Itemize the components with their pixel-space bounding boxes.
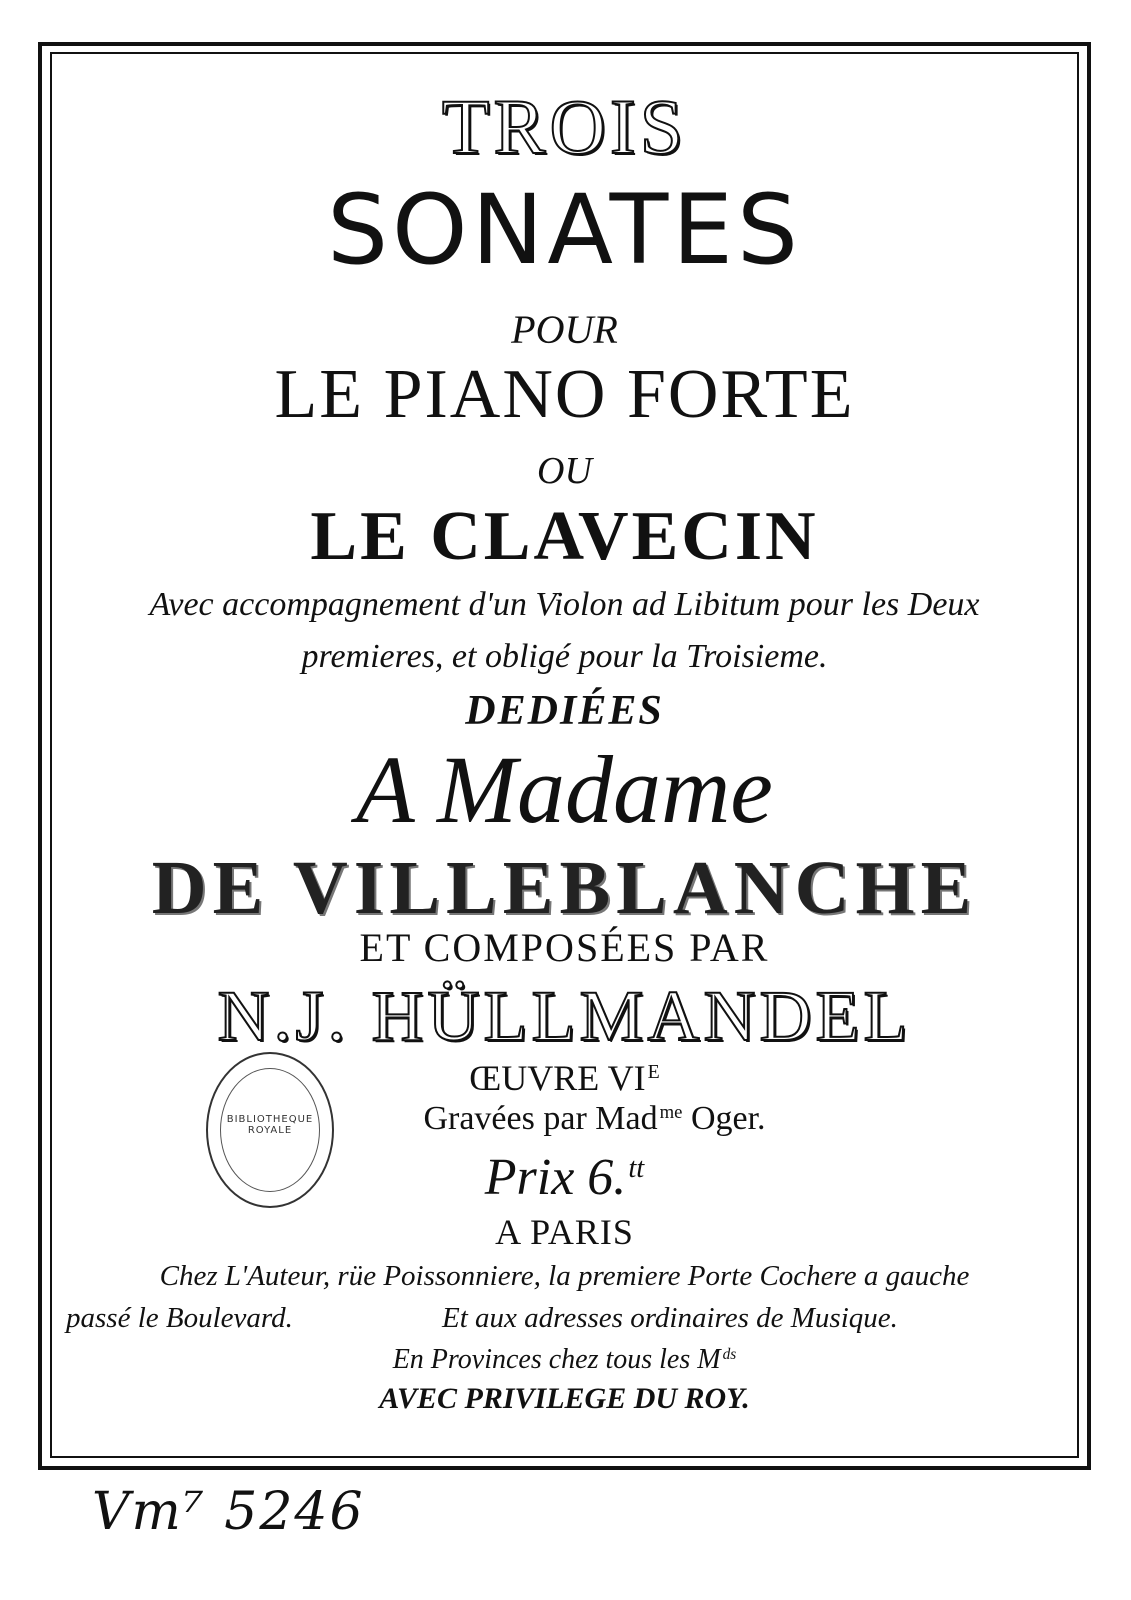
composer-name: N.J. HÜLLMANDEL <box>217 976 912 1056</box>
accompaniment-line-1: Avec accompagnement d'un Violon ad Libitum pour les Deux <box>149 586 980 623</box>
chez-auteur: Chez L'Auteur, rüe Poissonniere, la premiere Porte Cochere a gauche <box>159 1260 970 1292</box>
library-stamp <box>206 1052 334 1208</box>
title-sonates: SONATES <box>327 174 802 286</box>
shelf-mark: Vm⁷ 5246 <box>92 1482 365 1542</box>
title-trois: TROIS <box>441 83 688 170</box>
dedicatee-madame: A Madame <box>356 736 773 843</box>
oeuvre-number: ŒUVRE VI $^E$ <box>469 1058 660 1098</box>
adresses-ordinaires: Et aux adresses ordinaires de Musique. <box>442 1302 898 1334</box>
accompaniment-line-2: premieres, et obligé pour la Troisieme. <box>301 638 828 675</box>
title-clavecin: LE CLAVECIN <box>310 498 819 575</box>
title-pour: POUR <box>511 307 618 352</box>
price: Prix 6.$^{tt}$ <box>484 1149 645 1206</box>
privilege-du-roy: AVEC PRIVILEGE DU ROY. <box>379 1382 750 1415</box>
dediees: DEDIÉES <box>465 688 664 734</box>
passe-boulevard: passé le Boulevard. <box>66 1302 293 1334</box>
title-piano-forte: LE PIANO FORTE <box>274 356 855 433</box>
a-paris: A PARIS <box>495 1212 634 1252</box>
library-stamp-text: BIBLIOTHEQUE ROYALE <box>226 1114 314 1136</box>
dedicatee-name: DE VILLEBLANCHE <box>151 846 978 930</box>
provinces-line: En Provinces chez tous les M $^{ds}$ <box>392 1344 737 1375</box>
composees-par: ET COMPOSÉES PAR <box>359 925 770 970</box>
title-ou: OU <box>537 450 592 492</box>
engraver-line: Gravées par Mad $^{me}$ Oger. <box>423 1100 766 1137</box>
